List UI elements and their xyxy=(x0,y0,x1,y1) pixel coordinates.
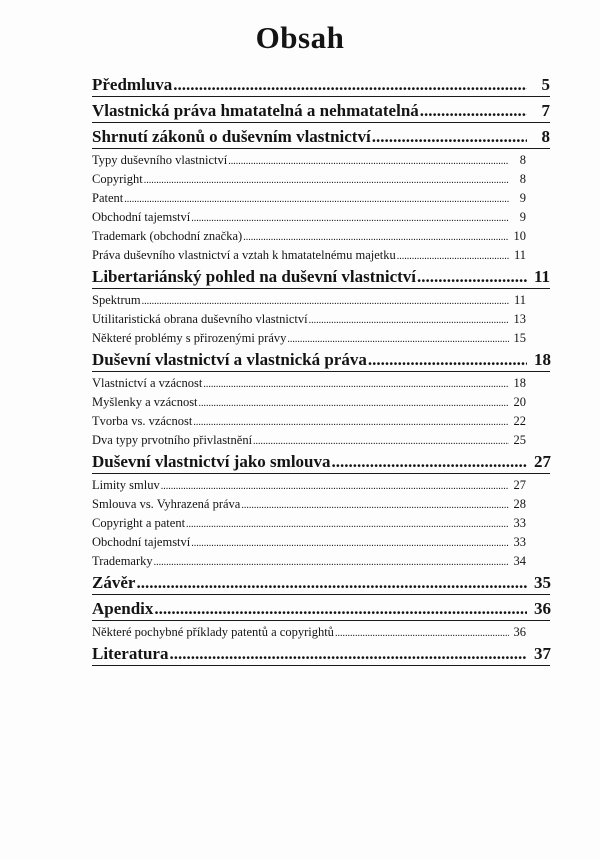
toc-entry-label: Limity smluv xyxy=(92,478,160,492)
toc-entry-page-number: 33 xyxy=(513,516,526,530)
toc-entry-label: Některé problémy s přirozenými právy xyxy=(92,331,287,345)
toc-entry-page-number: 11 xyxy=(513,293,526,307)
toc-entry-page-number: 34 xyxy=(513,554,526,568)
toc-section-entry xyxy=(92,151,550,170)
toc-entry-label: Vlastnická práva hmatatelná a nehmatatelná xyxy=(92,101,419,120)
toc-entry-page-number: 18 xyxy=(534,350,551,369)
toc-entry-label: Práva duševního vlastnictví a vztah k hmatatelnému majetku xyxy=(92,248,396,262)
dot-leader xyxy=(191,208,509,228)
toc-entry-label: Duševní vlastnictví jako smlouva xyxy=(92,452,331,471)
toc-entry-label: Duševní vlastnictví a vlastnická práva xyxy=(92,350,367,369)
toc-section-entry xyxy=(92,227,550,246)
toc-entry-page-number: 37 xyxy=(534,644,551,663)
toc-entry-page-number: 22 xyxy=(513,414,526,428)
toc-entry-label: Obchodní tajemství xyxy=(92,210,191,224)
dot-leader xyxy=(368,348,527,371)
toc-entry-label: Shrnutí zákonů o duševním vlastnictví xyxy=(92,127,371,146)
dot-leader xyxy=(241,495,509,515)
toc-entry-page-number: 15 xyxy=(513,331,526,345)
toc-section-entry xyxy=(92,310,550,329)
toc-section-entry xyxy=(92,623,550,642)
toc-entry-page-number: 11 xyxy=(534,267,551,286)
toc-chapter-entry xyxy=(92,450,550,474)
toc-entry-label: Trademark (obchodní značka) xyxy=(92,229,243,243)
toc-entry-page-number: 10 xyxy=(513,229,526,243)
dot-leader xyxy=(372,125,527,148)
toc-section-entry xyxy=(92,189,550,208)
dot-leader xyxy=(332,450,528,473)
toc-section-entry xyxy=(92,246,550,265)
toc-entry-label: Utilitaristická obrana duševního vlastnictví xyxy=(92,312,308,326)
toc-entry-label: Obchodní tajemství xyxy=(92,535,191,549)
toc-section-entry xyxy=(92,431,550,450)
page-title: Obsah xyxy=(255,20,345,55)
toc-entry-label: Typy duševního vlastnictví xyxy=(92,153,228,167)
toc-entry-label: Tvorba vs. vzácnost xyxy=(92,414,193,428)
toc-entry-page-number: 28 xyxy=(513,497,526,511)
toc-entry-label: Předmluva xyxy=(92,75,173,94)
toc-entry-page-number: 33 xyxy=(513,535,526,549)
toc-entry-page-number: 18 xyxy=(513,376,526,390)
dot-leader xyxy=(154,552,509,572)
toc-entry-page-number: 9 xyxy=(519,191,526,205)
dot-leader xyxy=(420,99,527,122)
toc-section-entry xyxy=(92,374,550,393)
dot-leader xyxy=(309,310,509,330)
dot-leader xyxy=(191,533,509,553)
dot-leader xyxy=(136,571,527,594)
toc-section-entry xyxy=(92,170,550,189)
toc-entry-page-number: 20 xyxy=(513,395,526,409)
toc-section-entry xyxy=(92,514,550,533)
toc-chapter-entry xyxy=(92,571,550,595)
toc-chapter-entry xyxy=(92,73,550,97)
dot-leader xyxy=(193,412,509,432)
toc-entry-page-number: 8 xyxy=(519,153,526,167)
toc-entry-label: Libertariánský pohled na duševní vlastnictví xyxy=(92,267,417,286)
toc-chapter-entry xyxy=(92,265,550,289)
table-of-contents xyxy=(92,73,550,668)
toc-chapter-entry xyxy=(92,99,550,123)
dot-leader xyxy=(287,329,509,349)
dot-leader xyxy=(203,374,509,394)
toc-entry-page-number: 27 xyxy=(534,452,551,471)
toc-entry-label: Copyright a patent xyxy=(92,516,186,530)
toc-chapter-entry xyxy=(92,348,550,372)
toc-entry-page-number: 36 xyxy=(513,625,526,639)
dot-leader xyxy=(169,642,527,665)
dot-leader xyxy=(397,246,509,266)
dot-leader xyxy=(335,623,509,643)
toc-entry-label: Trademarky xyxy=(92,554,153,568)
dot-leader xyxy=(161,476,509,496)
toc-entry-page-number: 9 xyxy=(519,210,526,224)
toc-entry-page-number: 25 xyxy=(513,433,526,447)
toc-entry-page-number: 36 xyxy=(534,599,551,618)
toc-chapter-entry xyxy=(92,125,550,149)
toc-section-entry xyxy=(92,412,550,431)
toc-entry-label: Dva typy prvotního přivlastnění xyxy=(92,433,253,447)
toc-section-entry xyxy=(92,291,550,310)
toc-section-entry xyxy=(92,208,550,227)
toc-entry-label: Myšlenky a vzácnost xyxy=(92,395,198,409)
toc-entry-label: Vlastnictví a vzácnost xyxy=(92,376,203,390)
dot-leader xyxy=(144,170,509,190)
dot-leader xyxy=(199,393,509,413)
toc-entry-label: Patent xyxy=(92,191,124,205)
toc-entry-label: Smlouva vs. Vyhrazená práva xyxy=(92,497,241,511)
dot-leader xyxy=(142,291,509,311)
toc-entry-label: Copyright xyxy=(92,172,143,186)
toc-entry-page-number: 5 xyxy=(541,75,550,94)
toc-section-entry xyxy=(92,476,550,495)
dot-leader xyxy=(173,73,527,96)
toc-section-entry xyxy=(92,393,550,412)
toc-section-entry xyxy=(92,533,550,552)
toc-section-entry xyxy=(92,495,550,514)
toc-entry-page-number: 13 xyxy=(513,312,526,326)
toc-entry-page-number: 35 xyxy=(534,573,551,592)
toc-entry-page-number: 8 xyxy=(541,127,550,146)
toc-entry-page-number: 11 xyxy=(513,248,526,262)
toc-entry-page-number: 8 xyxy=(519,172,526,186)
dot-leader xyxy=(253,431,509,451)
toc-entry-label: Apendix xyxy=(92,599,154,618)
toc-chapter-entry xyxy=(92,642,550,666)
toc-entry-label: Některé pochybné příklady patentů a copyrightů xyxy=(92,625,334,639)
toc-entry-page-number: 27 xyxy=(513,478,526,492)
toc-entry-page-number: 7 xyxy=(541,101,550,120)
dot-leader xyxy=(124,189,509,209)
toc-section-entry xyxy=(92,552,550,571)
dot-leader xyxy=(154,597,527,620)
dot-leader xyxy=(417,265,527,288)
toc-chapter-entry xyxy=(92,597,550,621)
toc-entry-label: Literatura xyxy=(92,644,169,663)
dot-leader xyxy=(243,227,509,247)
dot-leader xyxy=(228,151,509,171)
toc-entry-label: Spektrum xyxy=(92,293,141,307)
dot-leader xyxy=(186,514,509,534)
toc-section-entry xyxy=(92,329,550,348)
toc-entry-label: Závěr xyxy=(92,573,136,592)
